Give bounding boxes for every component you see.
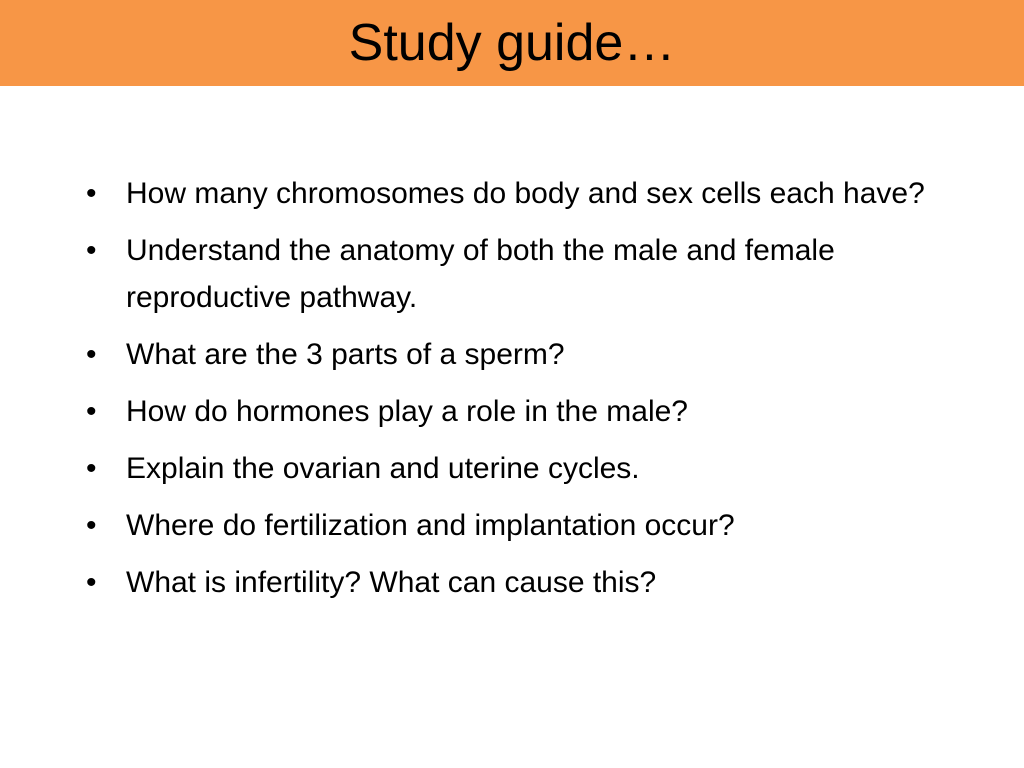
bullet-item [86,559,986,606]
bullet-text: Understand the anatomy of both the male and female reproductive pathway. [126,234,835,314]
bullet-text: How many chromosomes do body and sex cells each have? [126,177,925,210]
slide-title: Study guide… [348,14,676,72]
bullet-icon: • [86,395,97,428]
bullet-text: What are the 3 parts of a sperm? [126,338,565,371]
bullet-item [86,388,986,435]
bullet-item [86,331,986,378]
bullet-text: How do hormones play a role in the male? [126,395,688,428]
bullet-item [86,502,986,549]
bullet-item [86,227,986,321]
bullet-icon: • [86,509,97,542]
bullet-icon: • [86,566,97,599]
bullet-icon: • [86,452,97,485]
bullet-text: Explain the ovarian and uterine cycles. [126,452,640,485]
bullet-icon: • [86,177,97,210]
bullet-item [86,445,986,492]
bullet-icon: • [86,338,97,371]
bullet-text: What is infertility? What can cause this? [126,566,657,599]
bullet-item [86,170,986,217]
bullet-text: Where do fertilization and implantation occur? [126,509,735,542]
bullet-list [86,170,986,616]
bullet-icon: • [86,234,97,267]
